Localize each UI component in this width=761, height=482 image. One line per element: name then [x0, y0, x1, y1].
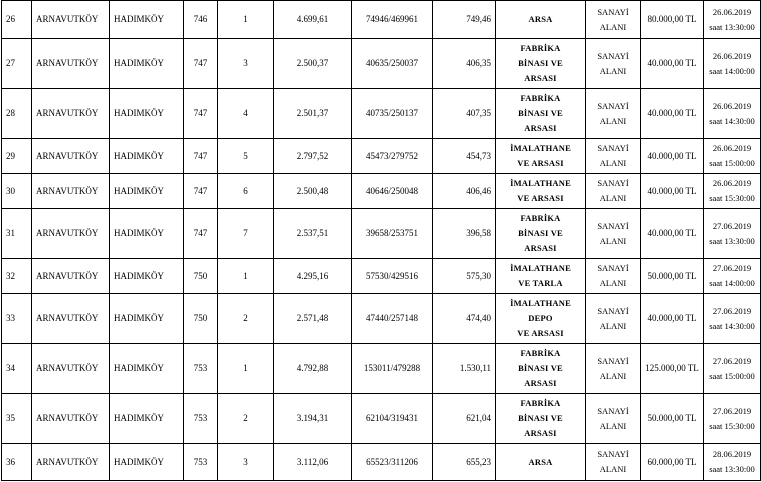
share-cell: 65523/311206: [352, 444, 433, 481]
auction-time: saat 14:30:00: [709, 320, 755, 331]
table-row: [2, 139, 761, 174]
table-row: [2, 394, 761, 444]
zoning-cell-line: SANAYİ: [597, 50, 629, 61]
property-type-cell-line: FABRİKA: [520, 348, 561, 358]
zoning-cell-line: SANAYİ: [597, 305, 629, 316]
area-cell: 2.501,37: [274, 89, 352, 139]
area-cell: 4.295,16: [274, 259, 352, 294]
property-type-cell-line: FABRİKA: [520, 43, 561, 53]
share-cell: 153011/479288: [352, 344, 433, 394]
area-cell: 3.194,31: [274, 394, 352, 444]
property-type-cell-line: ARSASI: [524, 243, 557, 253]
auction-datetime-cell: [704, 39, 761, 89]
property-type-cell-line: ARSA: [528, 456, 553, 467]
zoning-cell-line: ALANI: [599, 420, 627, 431]
auction-date: 26.06.2019: [712, 100, 752, 111]
district-cell: ARNAVUTKÖY: [32, 344, 110, 394]
auction-date: 28.06.2019: [712, 449, 752, 459]
auction-date: 27.06.2019: [712, 355, 752, 366]
neighborhood-cell: HADIMKÖY: [110, 259, 184, 294]
zoning-cell-line: SANAYİ: [597, 405, 629, 416]
zoning-cell-line: SANAYİ: [597, 355, 629, 366]
table-row: [2, 209, 761, 259]
district-cell: ARNAVUTKÖY: [32, 174, 110, 209]
block-cell: 747: [184, 89, 218, 139]
property-type-cell-line: VE ARSASI: [517, 328, 564, 338]
table-row: [2, 294, 761, 344]
property-type-cell: [496, 139, 586, 174]
property-type-cell-line: VE TARLA: [518, 278, 563, 288]
property-type-cell: [496, 294, 586, 344]
auction-datetime-cell: [704, 89, 761, 139]
zoning-cell: [586, 89, 641, 139]
share-cell: 39658/253751: [352, 209, 433, 259]
share-area-cell: 1.530,11: [433, 344, 496, 394]
block-cell: 753: [184, 344, 218, 394]
zoning-cell-line: ALANI: [599, 235, 627, 246]
row-number: 29: [2, 139, 32, 174]
parcel-cell: 5: [218, 139, 274, 174]
block-cell: 747: [184, 39, 218, 89]
table-row: [2, 174, 761, 209]
auction-datetime-cell: [704, 174, 761, 209]
parcel-cell: 3: [218, 444, 274, 481]
neighborhood-cell: HADIMKÖY: [110, 444, 184, 481]
block-cell: 750: [184, 294, 218, 344]
row-number: 36: [2, 444, 32, 481]
block-cell: 753: [184, 394, 218, 444]
price-cell: 40.000,00 TL: [641, 39, 704, 89]
parcel-cell: 1: [218, 344, 274, 394]
zoning-cell-line: SANAYİ: [597, 143, 629, 153]
auction-date: 26.06.2019: [712, 6, 752, 17]
share-cell: 62104/319431: [352, 394, 433, 444]
block-cell: 747: [184, 174, 218, 209]
auction-datetime-cell: [704, 444, 761, 481]
neighborhood-cell: HADIMKÖY: [110, 209, 184, 259]
price-cell: 80.000,00 TL: [641, 1, 704, 39]
parcel-cell: 4: [218, 89, 274, 139]
zoning-cell-line: SANAYİ: [597, 263, 629, 273]
property-type-cell-line: FABRİKA: [520, 398, 561, 408]
share-area-cell: 474,40: [433, 294, 496, 344]
district-cell: ARNAVUTKÖY: [32, 1, 110, 39]
neighborhood-cell: HADIMKÖY: [110, 139, 184, 174]
auction-time: saat 14:00:00: [709, 65, 755, 76]
parcel-cell: 2: [218, 294, 274, 344]
property-type-cell-line: FABRİKA: [520, 93, 561, 103]
district-cell: ARNAVUTKÖY: [32, 139, 110, 174]
property-type-cell-line: DEPO: [528, 313, 553, 323]
area-cell: 2.537,51: [274, 209, 352, 259]
block-cell: 747: [184, 209, 218, 259]
block-cell: 747: [184, 139, 218, 174]
neighborhood-cell: HADIMKÖY: [110, 1, 184, 39]
zoning-cell-line: ALANI: [599, 370, 627, 381]
property-type-cell: [496, 39, 586, 89]
row-number: 30: [2, 174, 32, 209]
auction-datetime-cell: [704, 394, 761, 444]
price-cell: 60.000,00 TL: [641, 444, 704, 481]
district-cell: ARNAVUTKÖY: [32, 89, 110, 139]
share-cell: 45473/279752: [352, 139, 433, 174]
area-cell: 3.112,06: [274, 444, 352, 481]
property-type-cell-line: İMALATHANE: [510, 263, 571, 273]
neighborhood-cell: HADIMKÖY: [110, 344, 184, 394]
table-row: [2, 1, 761, 39]
property-type-cell-line: ARSASI: [524, 428, 557, 438]
district-cell: ARNAVUTKÖY: [32, 394, 110, 444]
parcel-cell: 2: [218, 394, 274, 444]
auction-time: saat 13:30:00: [709, 21, 755, 32]
zoning-cell: [586, 39, 641, 89]
property-type-cell: [496, 1, 586, 39]
zoning-cell: [586, 139, 641, 174]
zoning-cell-line: SANAYİ: [597, 100, 629, 111]
property-type-cell: [496, 209, 586, 259]
neighborhood-cell: HADIMKÖY: [110, 39, 184, 89]
table-row: [2, 444, 761, 481]
parcel-cell: 6: [218, 174, 274, 209]
auction-datetime-cell: [704, 259, 761, 294]
area-cell: 2.500,48: [274, 174, 352, 209]
row-number: 28: [2, 89, 32, 139]
table-row: [2, 89, 761, 139]
property-type-cell: [496, 89, 586, 139]
zoning-cell: [586, 259, 641, 294]
district-cell: ARNAVUTKÖY: [32, 294, 110, 344]
share-cell: 47440/257148: [352, 294, 433, 344]
share-area-cell: 621,04: [433, 394, 496, 444]
parcel-cell: 3: [218, 39, 274, 89]
district-cell: ARNAVUTKÖY: [32, 259, 110, 294]
property-type-cell-line: FABRİKA: [520, 213, 561, 223]
zoning-cell: [586, 394, 641, 444]
auction-time: saat 14:30:00: [709, 115, 755, 126]
property-type-cell-line: İMALATHANE: [510, 143, 571, 153]
table-row: [2, 344, 761, 394]
share-area-cell: 396,58: [433, 209, 496, 259]
property-type-cell-line: İMALATHANE: [510, 298, 571, 308]
price-cell: 50.000,00 TL: [641, 259, 704, 294]
zoning-cell-line: ALANI: [599, 464, 627, 474]
property-type-cell: [496, 394, 586, 444]
zoning-cell: [586, 444, 641, 481]
property-type-cell: [496, 444, 586, 481]
zoning-cell: [586, 344, 641, 394]
auction-date: 26.06.2019: [712, 50, 752, 61]
block-cell: 753: [184, 444, 218, 481]
row-number: 32: [2, 259, 32, 294]
row-number: 27: [2, 39, 32, 89]
area-cell: 2.571,48: [274, 294, 352, 344]
auction-time: saat 14:00:00: [709, 278, 755, 288]
auction-time: saat 13:30:00: [709, 464, 755, 474]
zoning-cell-line: ALANI: [599, 21, 627, 32]
parcel-cell: 1: [218, 259, 274, 294]
zoning-cell-line: ALANI: [599, 193, 627, 203]
property-type-cell: [496, 174, 586, 209]
price-cell: 40.000,00 TL: [641, 209, 704, 259]
neighborhood-cell: HADIMKÖY: [110, 89, 184, 139]
neighborhood-cell: HADIMKÖY: [110, 174, 184, 209]
district-cell: ARNAVUTKÖY: [32, 209, 110, 259]
area-cell: 4.792,88: [274, 344, 352, 394]
table-row: [2, 259, 761, 294]
property-type-cell-line: BİNASI VE: [518, 228, 563, 238]
price-cell: 40.000,00 TL: [641, 294, 704, 344]
price-cell: 125.000,00 TL: [641, 344, 704, 394]
share-cell: 40635/250037: [352, 39, 433, 89]
auction-time: saat 15:00:00: [709, 370, 755, 381]
auction-datetime-cell: [704, 139, 761, 174]
zoning-cell-line: ALANI: [599, 278, 627, 288]
share-area-cell: 655,23: [433, 444, 496, 481]
auction-time: saat 15:30:00: [709, 420, 755, 431]
zoning-cell-line: ALANI: [599, 65, 627, 76]
auction-datetime-cell: [704, 209, 761, 259]
property-type-cell-line: BİNASI VE: [518, 108, 563, 118]
auction-datetime-cell: [704, 344, 761, 394]
price-cell: 40.000,00 TL: [641, 139, 704, 174]
share-area-cell: 749,46: [433, 1, 496, 39]
district-cell: ARNAVUTKÖY: [32, 39, 110, 89]
share-cell: 40735/250137: [352, 89, 433, 139]
row-number: 33: [2, 294, 32, 344]
auction-date: 27.06.2019: [712, 405, 752, 416]
district-cell: ARNAVUTKÖY: [32, 444, 110, 481]
zoning-cell: [586, 209, 641, 259]
row-number: 26: [2, 1, 32, 39]
auction-date: 27.06.2019: [712, 263, 752, 273]
price-cell: 50.000,00 TL: [641, 394, 704, 444]
auction-time: saat 15:00:00: [709, 158, 755, 168]
auction-date: 27.06.2019: [712, 220, 752, 231]
row-number: 31: [2, 209, 32, 259]
price-cell: 40.000,00 TL: [641, 174, 704, 209]
zoning-cell-line: ALANI: [599, 115, 627, 126]
property-type-cell-line: VE ARSASI: [517, 193, 564, 203]
parcel-cell: 7: [218, 209, 274, 259]
auction-datetime-cell: [704, 294, 761, 344]
property-type-cell-line: ARSASI: [524, 123, 557, 133]
share-area-cell: 406,35: [433, 39, 496, 89]
share-area-cell: 575,30: [433, 259, 496, 294]
neighborhood-cell: HADIMKÖY: [110, 394, 184, 444]
area-cell: 2.797,52: [274, 139, 352, 174]
row-number: 35: [2, 394, 32, 444]
share-area-cell: 407,35: [433, 89, 496, 139]
area-cell: 2.500,37: [274, 39, 352, 89]
zoning-cell: [586, 294, 641, 344]
auction-date: 26.06.2019: [712, 143, 752, 153]
block-cell: 750: [184, 259, 218, 294]
share-cell: 74946/469961: [352, 1, 433, 39]
property-type-cell-line: İMALATHANE: [510, 178, 571, 188]
share-area-cell: 454,73: [433, 139, 496, 174]
property-type-cell: [496, 344, 586, 394]
property-type-cell-line: ARSASI: [524, 73, 557, 83]
property-type-cell-line: BİNASI VE: [518, 58, 563, 68]
auction-time: saat 13:30:00: [709, 235, 755, 246]
property-type-cell-line: BİNASI VE: [518, 413, 563, 423]
property-type-cell-line: BİNASI VE: [518, 363, 563, 373]
auction-time: saat 15:30:00: [709, 193, 755, 203]
table-row: [2, 39, 761, 89]
auction-table: [1, 0, 761, 481]
auction-date: 27.06.2019: [712, 305, 752, 316]
block-cell: 746: [184, 1, 218, 39]
auction-datetime-cell: [704, 1, 761, 39]
zoning-cell-line: SANAYİ: [597, 449, 629, 459]
property-type-cell-line: VE ARSASI: [517, 158, 564, 168]
property-type-cell-line: ARSA: [528, 14, 553, 24]
neighborhood-cell: HADIMKÖY: [110, 294, 184, 344]
table-body: [2, 1, 761, 481]
zoning-cell-line: SANAYİ: [597, 6, 629, 17]
zoning-cell-line: SANAYİ: [597, 178, 629, 188]
share-area-cell: 406,46: [433, 174, 496, 209]
share-cell: 57530/429516: [352, 259, 433, 294]
zoning-cell: [586, 1, 641, 39]
row-number: 34: [2, 344, 32, 394]
zoning-cell-line: ALANI: [599, 158, 627, 168]
auction-date: 26.06.2019: [712, 178, 752, 188]
zoning-cell-line: SANAYİ: [597, 220, 629, 231]
parcel-cell: 1: [218, 1, 274, 39]
zoning-cell-line: ALANI: [599, 320, 627, 331]
zoning-cell: [586, 174, 641, 209]
share-cell: 40646/250048: [352, 174, 433, 209]
area-cell: 4.699,61: [274, 1, 352, 39]
property-type-cell-line: ARSASI: [524, 378, 557, 388]
price-cell: 40.000,00 TL: [641, 89, 704, 139]
property-type-cell: [496, 259, 586, 294]
